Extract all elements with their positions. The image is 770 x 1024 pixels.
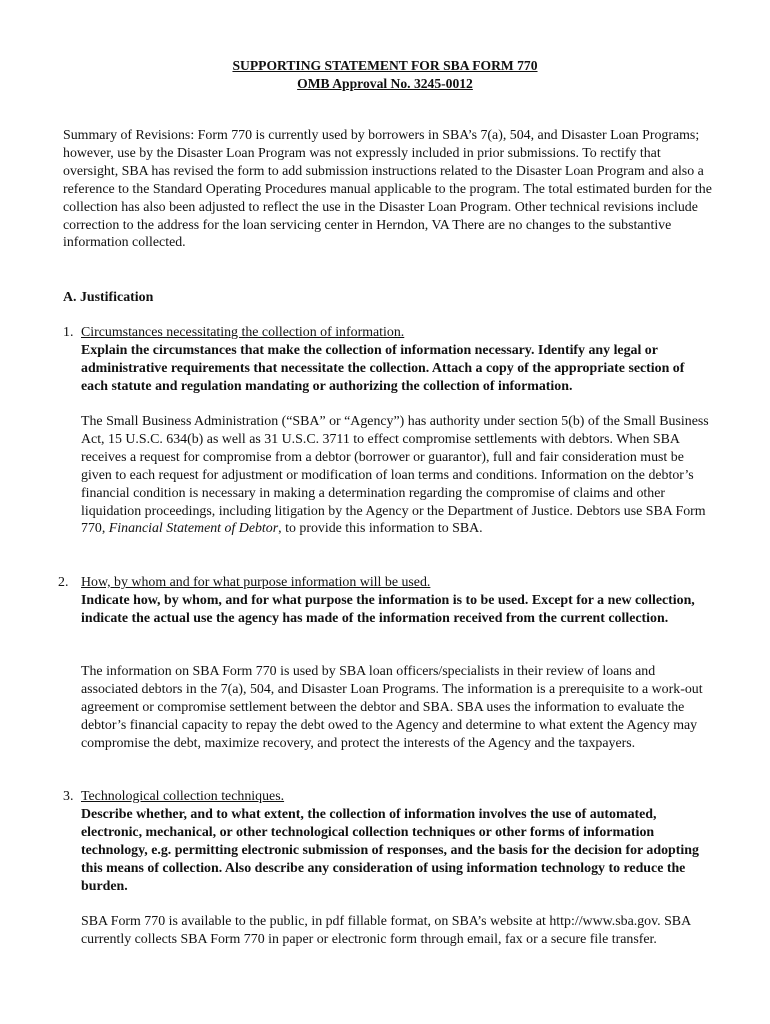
item-1-number: 1.	[63, 325, 74, 340]
item-3-number: 3.	[63, 789, 74, 804]
document-title: SUPPORTING STATEMENT FOR SBA FORM 770	[232, 58, 538, 73]
item-3-instruction: Describe whether, and to what extent, the collection of information involves the use of automated, electronic, mechanical, or other technological collection techniques or other forms of information technology, e.g. permitting electronic submission of responses, and the basis for the decision for adopting this means of collection. Also describe any consideration of using information technology to reduce the burden.	[81, 807, 699, 894]
item-3-title: Technological collection techniques.	[81, 789, 285, 804]
item-1-body-text-start: The Small Business Administration (“SBA” or “Agency”) has authority under section 5(b) of the Small Business Act, 15 U.S.C. 634(b) as well as 31 U.S.C. 3711 to effect compromise settlements with debtors. When SBA receives a request for compromise from a debtor (borrower or guarantor), full and fair consideration must be given to each request for adjustment or modification of loan terms and conditions. Information on the debtor’s financial condition is necessary in making a determination regarding the compromise of claims and other liquidation proceedings, including litigation by the Agency or the Department of Justice. Debtors use SBA Form 770,	[81, 414, 709, 537]
omb-approval-number: OMB Approval No. 3245-0012	[297, 76, 473, 91]
item-1-body	[81, 413, 713, 538]
item-2-title: How, by whom and for what purpose information will be used.	[81, 575, 431, 590]
item-1-form-name: Financial Statement of Debtor	[108, 521, 279, 537]
item-2-body: The information on SBA Form 770 is used by SBA loan officers/specialists in their review of loans and associated debtors in the 7(a), 504, and Disaster Loan Programs. The information is a prerequisite to a work-out agreement or compromise settlement between the debtor and SBA. SBA uses the information to evaluate the debtor’s financial capacity to repay the debt owed to the Agency and determine to what extent the Agency may compromise the debt, maximize recovery, and protect the interests of the Agency and the taxpayers.	[81, 664, 703, 751]
item-1-instruction: Explain the circumstances that make the collection of information necessary. Identify any legal or administrative requirements that necessitate the collection. Attach a copy of the appropriate section of each statute and regulation mandating or authorizing the collection of information.	[81, 343, 685, 394]
item-3-body: SBA Form 770 is available to the public, in pdf fillable format, on SBA’s website at http://www.sba.gov. SBA currently collects SBA Form 770 in paper or electronic form through email, fax or a secure file transfer.	[81, 914, 691, 947]
section-heading-justification: A. Justification	[63, 290, 154, 305]
item-2-number: 2.	[58, 575, 69, 590]
item-1-body-text-end: , to provide this information to SBA.	[278, 521, 483, 537]
item-1-title: Circumstances necessitating the collection of information.	[81, 325, 405, 340]
item-2-instruction: Indicate how, by whom, and for what purpose the information is to be used. Except for a new collection, indicate the actual use the agency has made of the information received from the current collection.	[81, 593, 695, 626]
summary-of-revisions: Summary of Revisions: Form 770 is currently used by borrowers in SBA’s 7(a), 504, and Disaster Loan Programs; however, use by the Disaster Loan Program was not expressly included in prior submissions. To rectify that oversight, SBA has revised the form to add submission instructions related to the Disaster Loan Program and also a reference to the Standard Operating Procedures manual applicable to the program. The total estimated burden for the collection has also been adjusted to reflect the use in the Disaster Loan Program. Other technical revisions include correction to the address for the loan servicing center in Herndon, VA There are no changes to the substantive information collected.	[63, 128, 712, 251]
